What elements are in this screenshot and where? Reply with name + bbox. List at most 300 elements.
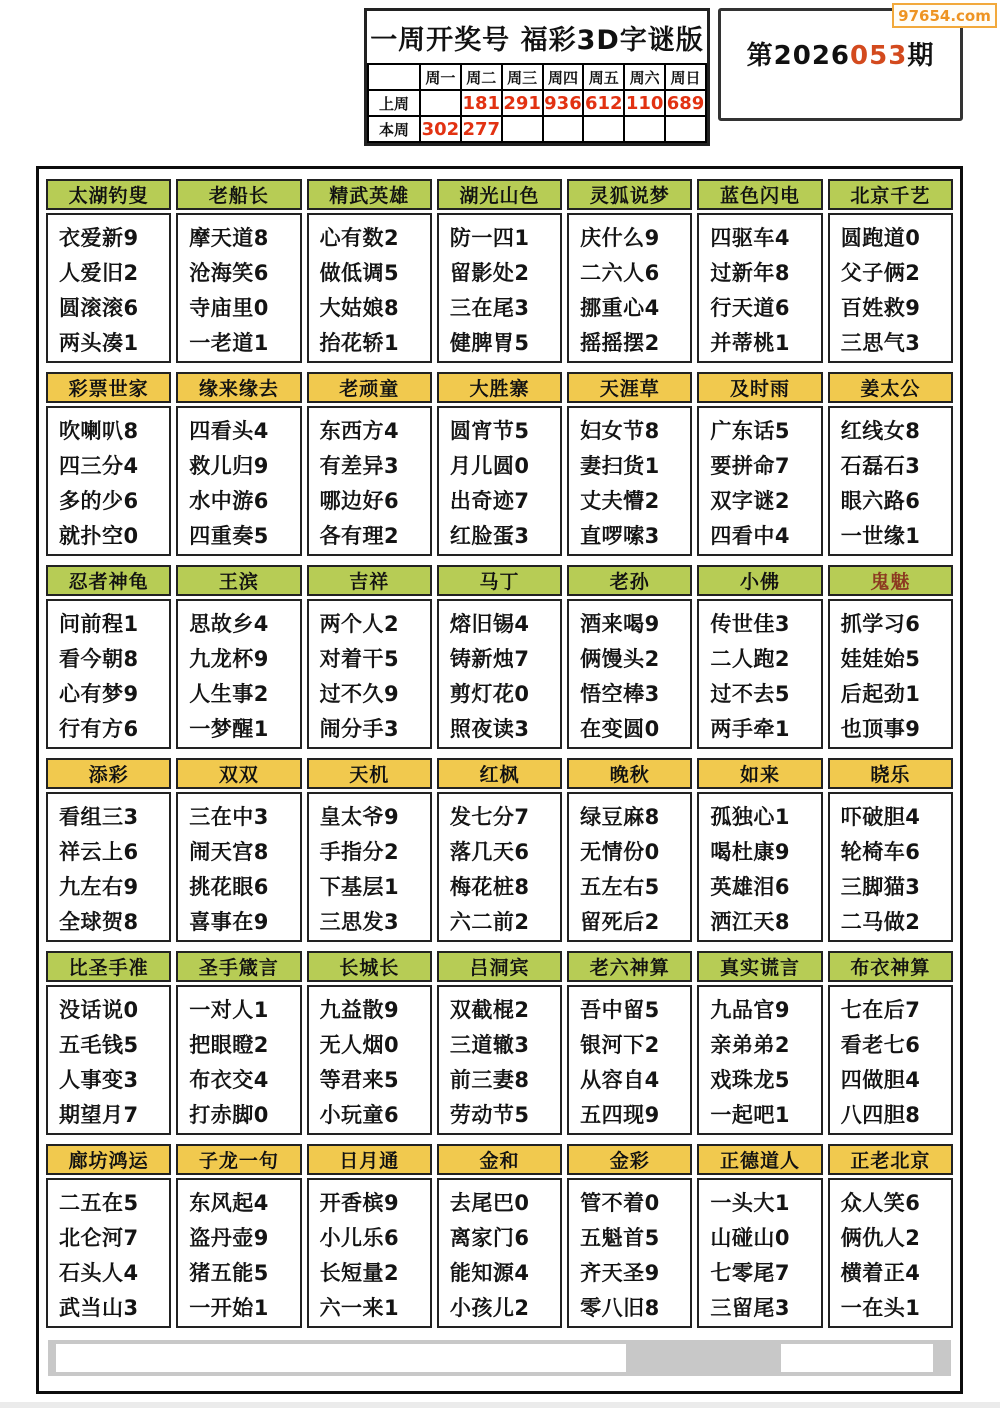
riddle-card <box>176 179 301 363</box>
riddle-line: 悟空棒3 <box>580 682 660 706</box>
riddle-line: 石头人4 <box>59 1261 139 1285</box>
riddle-line: 下基层1 <box>319 875 400 899</box>
riddle-card <box>437 1144 562 1328</box>
card-body <box>307 985 432 1135</box>
riddle-line: 挪重心4 <box>580 296 660 320</box>
riddle-card <box>307 372 432 556</box>
card-body <box>828 792 953 942</box>
riddle-line: 离家门6 <box>449 1226 530 1250</box>
riddle-line: 抬花轿1 <box>319 331 400 355</box>
card-title: 姜太公 <box>828 372 953 403</box>
riddle-line: 等君来5 <box>319 1068 400 1092</box>
riddle-line: 二人跑2 <box>710 647 791 671</box>
card-body <box>567 599 692 749</box>
draw-number-cell <box>624 116 665 142</box>
riddle-line: 有差异3 <box>319 454 400 478</box>
riddle-line: 发七分7 <box>449 805 530 829</box>
card-body <box>307 213 432 363</box>
riddle-line: 吓破胆4 <box>840 805 921 829</box>
riddle-line: 摩天道8 <box>189 226 269 250</box>
riddle-card <box>46 179 171 363</box>
card-title: 小佛 <box>697 565 822 596</box>
riddle-line: 猪五能5 <box>189 1261 269 1285</box>
riddle-line: 两头凑1 <box>59 331 139 355</box>
weekly-draws-title: 一周开奖号 福彩3D字谜版 <box>370 25 704 56</box>
card-body <box>46 599 171 749</box>
card-title: 红枫 <box>437 758 562 789</box>
riddle-line: 妇女节8 <box>580 419 660 443</box>
riddle-card <box>46 758 171 942</box>
card-title: 日月通 <box>307 1144 432 1175</box>
riddle-card <box>697 565 822 749</box>
riddle-line: 铸新烛7 <box>449 647 530 671</box>
riddle-line: 过新年8 <box>710 261 791 285</box>
riddle-line: 全球贺8 <box>59 910 139 934</box>
riddle-line: 父子俩2 <box>840 261 921 285</box>
card-title: 正老北京 <box>828 1144 953 1175</box>
riddle-line: 前三妻8 <box>449 1068 530 1092</box>
issue-number-text: 第2026053期 <box>746 41 935 71</box>
riddle-line: 闹天宫8 <box>189 840 269 864</box>
riddle-line: 三道辙3 <box>449 1033 530 1057</box>
card-body <box>697 1178 822 1328</box>
riddle-line: 就扑空0 <box>59 524 139 548</box>
card-body <box>307 406 432 556</box>
riddle-line: 一对人1 <box>189 998 269 1022</box>
riddle-line: 三留尾3 <box>710 1296 791 1320</box>
card-title: 湖光山色 <box>437 179 562 210</box>
riddle-line: 四驱车4 <box>710 226 791 250</box>
card-body <box>828 599 953 749</box>
riddle-line: 一头大1 <box>710 1191 791 1215</box>
card-title: 老顽童 <box>307 372 432 403</box>
riddle-card <box>307 565 432 749</box>
riddle-line: 沧海笑6 <box>189 261 269 285</box>
card-title: 王滨 <box>176 565 301 596</box>
riddle-line: 梅花桩8 <box>449 875 530 899</box>
riddle-line: 圆滚滚6 <box>59 296 139 320</box>
riddle-card <box>828 758 953 942</box>
riddle-card <box>176 951 301 1135</box>
riddle-line: 喜事在9 <box>189 910 269 934</box>
riddle-line: 东风起4 <box>189 1191 269 1215</box>
riddle-line: 看今朝8 <box>59 647 139 671</box>
riddle-line: 祥云上6 <box>59 840 139 864</box>
riddle-line: 绿豆麻8 <box>580 805 660 829</box>
riddle-card <box>437 951 562 1135</box>
riddle-card <box>697 372 822 556</box>
riddle-line: 广东话5 <box>710 419 791 443</box>
riddle-line: 长短量2 <box>319 1261 400 1285</box>
riddle-card <box>828 372 953 556</box>
riddle-line: 八四胆8 <box>840 1103 921 1127</box>
riddle-line: 亲弟弟2 <box>710 1033 791 1057</box>
riddle-line: 期望月7 <box>59 1103 139 1127</box>
riddle-line: 俩仇人2 <box>840 1226 921 1250</box>
riddle-line: 五毛钱5 <box>59 1033 139 1057</box>
riddle-line: 两手牵1 <box>710 717 791 741</box>
riddle-card <box>697 1144 822 1328</box>
footer-blank-box-right <box>781 1344 933 1372</box>
draw-number-cell <box>543 116 584 142</box>
card-title: 老孙 <box>567 565 692 596</box>
card-body <box>437 599 562 749</box>
card-title: 晓乐 <box>828 758 953 789</box>
card-title: 如来 <box>697 758 822 789</box>
riddle-line: 银河下2 <box>580 1033 660 1057</box>
riddle-line: 妻扫货1 <box>580 454 660 478</box>
riddle-line: 六一来1 <box>319 1296 400 1320</box>
riddle-line: 并蒂桃1 <box>710 331 791 355</box>
riddle-line: 传世佳3 <box>710 612 791 636</box>
riddle-line: 圆宵节5 <box>449 419 530 443</box>
riddle-line: 四做胆4 <box>840 1068 921 1092</box>
riddle-line: 看老七6 <box>840 1033 921 1057</box>
card-body <box>176 213 301 363</box>
riddle-line: 二五在5 <box>59 1191 139 1215</box>
riddle-line: 武当山3 <box>59 1296 139 1320</box>
riddle-line: 三在尾3 <box>449 296 530 320</box>
riddle-line: 山碰山0 <box>710 1226 791 1250</box>
riddle-line: 思故乡4 <box>189 612 269 636</box>
card-body <box>697 213 822 363</box>
card-body <box>46 985 171 1135</box>
riddle-line: 过不久9 <box>319 682 400 706</box>
card-title: 天涯草 <box>567 372 692 403</box>
riddle-line: 五左右5 <box>580 875 660 899</box>
riddle-card <box>437 179 562 363</box>
card-body <box>567 406 692 556</box>
riddle-line: 无人烟0 <box>319 1033 400 1057</box>
riddle-line: 熔旧锡4 <box>449 612 530 636</box>
card-body <box>307 1178 432 1328</box>
card-body <box>567 792 692 942</box>
riddle-line: 闹分手3 <box>319 717 400 741</box>
riddle-line: 北仑河7 <box>59 1226 139 1250</box>
riddle-line: 娃娃始5 <box>840 647 921 671</box>
last-week-row <box>368 90 706 116</box>
card-body <box>437 1178 562 1328</box>
riddle-line: 大姑娘8 <box>319 296 400 320</box>
riddle-line: 一起吧1 <box>710 1103 791 1127</box>
riddle-card <box>567 179 692 363</box>
card-title: 及时雨 <box>697 372 822 403</box>
riddle-line: 月儿圆0 <box>449 454 530 478</box>
riddle-line: 衣爱新9 <box>59 226 139 250</box>
riddle-line: 一梦醒1 <box>189 717 269 741</box>
riddle-line: 横着正4 <box>840 1261 921 1285</box>
riddle-line: 能知源4 <box>449 1261 530 1285</box>
riddle-line: 四三分4 <box>59 454 139 478</box>
card-title: 蓝色闪电 <box>697 179 822 210</box>
card-title: 真实谎言 <box>697 951 822 982</box>
card-body <box>46 406 171 556</box>
riddle-line: 石磊石3 <box>840 454 921 478</box>
draw-number-cell: 612 <box>583 90 624 116</box>
card-body <box>697 406 822 556</box>
card-title: 布衣神算 <box>828 951 953 982</box>
riddle-line: 心有数2 <box>319 226 400 250</box>
day-header-cell: 周六 <box>624 64 665 90</box>
card-body <box>176 1178 301 1328</box>
riddle-card <box>697 179 822 363</box>
card-title: 正德道人 <box>697 1144 822 1175</box>
card-title: 天机 <box>307 758 432 789</box>
card-title: 吕洞宾 <box>437 951 562 982</box>
card-title: 缘来缘去 <box>176 372 301 403</box>
riddle-card <box>307 758 432 942</box>
riddle-line: 孤独心1 <box>710 805 791 829</box>
card-body <box>176 792 301 942</box>
card-body <box>567 985 692 1135</box>
riddle-line: 九左右9 <box>59 875 139 899</box>
day-header-cell: 周四 <box>543 64 584 90</box>
card-title: 忍者神龟 <box>46 565 171 596</box>
riddle-line: 吹喇叭8 <box>59 419 139 443</box>
riddle-card <box>176 565 301 749</box>
card-body <box>828 406 953 556</box>
riddle-line: 红线女8 <box>840 419 921 443</box>
riddle-line: 手指分2 <box>319 840 400 864</box>
card-title: 精武英雄 <box>307 179 432 210</box>
card-body <box>46 1178 171 1328</box>
riddle-line: 东西方4 <box>319 419 400 443</box>
riddle-line: 落几天6 <box>449 840 530 864</box>
card-body <box>176 599 301 749</box>
riddle-line: 零八旧8 <box>580 1296 660 1320</box>
riddle-line: 红脸蛋3 <box>449 524 530 548</box>
riddle-line: 百姓救9 <box>840 296 921 320</box>
card-title: 太湖钓叟 <box>46 179 171 210</box>
riddle-line: 问前程1 <box>59 612 139 636</box>
weekly-draws-panel <box>364 8 710 146</box>
draw-number-cell: 302 <box>420 116 461 142</box>
riddle-card <box>828 565 953 749</box>
riddle-line: 五四现9 <box>580 1103 660 1127</box>
riddle-line: 剪灯花0 <box>449 682 530 706</box>
riddle-line: 英雄泪6 <box>710 875 791 899</box>
card-title: 金彩 <box>567 1144 692 1175</box>
card-body <box>437 985 562 1135</box>
riddle-card <box>46 565 171 749</box>
riddle-line: 喝杜康9 <box>710 840 791 864</box>
riddle-line: 三思气3 <box>840 331 921 355</box>
riddle-card <box>567 372 692 556</box>
riddle-line: 各有理2 <box>319 524 400 548</box>
card-body <box>697 792 822 942</box>
riddle-line: 留影处2 <box>449 261 530 285</box>
riddle-card <box>697 758 822 942</box>
card-body <box>46 213 171 363</box>
riddle-line: 一开始1 <box>189 1296 269 1320</box>
riddle-line: 过不去5 <box>710 682 791 706</box>
card-title: 晚秋 <box>567 758 692 789</box>
riddle-line: 眼六路6 <box>840 489 921 513</box>
site-watermark: 97654.com <box>892 3 997 28</box>
draw-number-cell <box>665 116 706 142</box>
riddle-line: 双字谜2 <box>710 489 791 513</box>
riddle-line: 一在头1 <box>840 1296 921 1320</box>
riddle-card <box>828 951 953 1135</box>
riddle-line: 在变圆0 <box>580 717 660 741</box>
riddle-line: 哪边好6 <box>319 489 400 513</box>
footer-blank-box-left <box>56 1344 626 1372</box>
riddle-line: 四重奏5 <box>189 524 269 548</box>
riddle-line: 救儿归9 <box>189 454 269 478</box>
riddle-line: 庆什么9 <box>580 226 660 250</box>
riddle-line: 双截棍2 <box>449 998 530 1022</box>
riddle-line: 没话说0 <box>59 998 139 1022</box>
riddle-line: 盗丹壶9 <box>189 1226 269 1250</box>
riddle-line: 小孩儿2 <box>449 1296 530 1320</box>
draw-number-cell: 277 <box>461 116 502 142</box>
riddle-card <box>46 951 171 1135</box>
day-header-cell: 周五 <box>583 64 624 90</box>
card-body <box>307 792 432 942</box>
card-body <box>828 213 953 363</box>
card-body <box>307 599 432 749</box>
riddle-line: 抓学习6 <box>840 612 921 636</box>
riddle-line: 轮椅车6 <box>840 840 921 864</box>
card-body <box>567 213 692 363</box>
draw-number-cell: 291 <box>502 90 543 116</box>
riddle-line: 无情份0 <box>580 840 660 864</box>
riddle-line: 四看中4 <box>710 524 791 548</box>
riddle-line: 圆跑道0 <box>840 226 921 250</box>
day-header-row <box>368 64 706 90</box>
riddle-card <box>437 372 562 556</box>
riddle-line: 齐天圣9 <box>580 1261 660 1285</box>
riddle-line: 劳动节5 <box>449 1103 530 1127</box>
riddle-line: 三在中3 <box>189 805 269 829</box>
riddle-line: 二六人6 <box>580 261 660 285</box>
riddle-line: 俩馒头2 <box>580 647 660 671</box>
riddle-line: 水中游6 <box>189 489 269 513</box>
riddle-line: 七在后7 <box>840 998 921 1022</box>
riddle-line: 九龙杯9 <box>189 647 269 671</box>
riddle-line: 酒来喝9 <box>580 612 660 636</box>
row-label: 本周 <box>368 116 420 142</box>
riddle-line: 二马做2 <box>840 910 921 934</box>
issue-highlight: 053 <box>850 41 908 71</box>
card-title: 彩票世家 <box>46 372 171 403</box>
riddle-line: 防一四1 <box>449 226 530 250</box>
draw-number-cell: 181 <box>461 90 502 116</box>
draw-number-cell <box>583 116 624 142</box>
riddle-line: 人事变3 <box>59 1068 139 1092</box>
riddle-card <box>437 565 562 749</box>
riddle-line: 丈夫懵2 <box>580 489 660 513</box>
riddle-line: 三脚猫3 <box>840 875 921 899</box>
riddle-card <box>567 758 692 942</box>
riddle-card <box>697 951 822 1135</box>
riddle-board <box>36 166 963 1394</box>
draw-number-cell: 689 <box>665 90 706 116</box>
riddle-line: 摇摇摆2 <box>580 331 660 355</box>
riddle-line: 众人笑6 <box>840 1191 921 1215</box>
riddle-line: 戏珠龙5 <box>710 1068 791 1092</box>
riddle-line: 出奇迹7 <box>449 489 530 513</box>
page-bottom-divider <box>0 1402 1000 1408</box>
riddle-line: 对着干5 <box>319 647 400 671</box>
riddle-line: 两个人2 <box>319 612 400 636</box>
riddle-line: 四看头4 <box>189 419 269 443</box>
riddle-line: 要拼命7 <box>710 454 791 478</box>
riddle-line: 直啰嗦3 <box>580 524 660 548</box>
riddle-card <box>567 1144 692 1328</box>
card-body <box>437 792 562 942</box>
corner-cell <box>368 64 420 90</box>
card-body <box>176 406 301 556</box>
card-title: 灵狐说梦 <box>567 179 692 210</box>
card-title: 老六神算 <box>567 951 692 982</box>
card-title: 马丁 <box>437 565 562 596</box>
card-title: 北京千艺 <box>828 179 953 210</box>
riddle-line: 寺庙里0 <box>189 296 269 320</box>
card-title: 添彩 <box>46 758 171 789</box>
card-title: 廊坊鸿运 <box>46 1144 171 1175</box>
riddle-line: 照夜读3 <box>449 717 530 741</box>
riddle-line: 小玩童6 <box>319 1103 400 1127</box>
card-body <box>437 213 562 363</box>
riddle-card <box>567 951 692 1135</box>
card-title: 吉祥 <box>307 565 432 596</box>
day-header-cell: 周二 <box>461 64 502 90</box>
riddle-line: 做低调5 <box>319 261 400 285</box>
riddle-line: 管不着0 <box>580 1191 660 1215</box>
riddle-card <box>176 1144 301 1328</box>
riddle-card <box>828 1144 953 1328</box>
riddle-line: 健脾胃5 <box>449 331 530 355</box>
card-title: 长城长 <box>307 951 432 982</box>
riddle-card <box>828 179 953 363</box>
riddle-line: 吾中留5 <box>580 998 660 1022</box>
card-body <box>46 792 171 942</box>
riddle-line: 一老道1 <box>189 331 269 355</box>
card-title: 大胜寨 <box>437 372 562 403</box>
riddle-line: 后起劲1 <box>840 682 921 706</box>
draw-number-cell: 936 <box>543 90 584 116</box>
riddle-card <box>176 372 301 556</box>
card-title: 比圣手准 <box>46 951 171 982</box>
riddle-line: 人生事2 <box>189 682 269 706</box>
riddle-line: 洒江天8 <box>710 910 791 934</box>
riddle-card <box>307 1144 432 1328</box>
riddle-line: 一世缘1 <box>840 524 921 548</box>
riddle-line: 九益散9 <box>319 998 400 1022</box>
draw-number-cell <box>502 116 543 142</box>
riddle-line: 把眼瞪2 <box>189 1033 269 1057</box>
riddle-line: 多的少6 <box>59 489 139 513</box>
riddle-line: 打赤脚0 <box>189 1103 269 1127</box>
card-title: 鬼魅 <box>828 565 953 596</box>
day-header-cell: 周一 <box>420 64 461 90</box>
card-body <box>567 1178 692 1328</box>
riddle-line: 小儿乐6 <box>319 1226 400 1250</box>
footer-bar <box>48 1340 951 1376</box>
riddle-line: 开香槟9 <box>319 1191 400 1215</box>
riddle-card <box>46 1144 171 1328</box>
card-body <box>828 1178 953 1328</box>
row-label: 上周 <box>368 90 420 116</box>
card-title: 子龙一句 <box>176 1144 301 1175</box>
riddle-card <box>307 179 432 363</box>
day-header-cell: 周三 <box>502 64 543 90</box>
draw-number-cell <box>420 90 461 116</box>
riddle-line: 行有方6 <box>59 717 139 741</box>
this-week-row <box>368 116 706 142</box>
riddle-line: 皇太爷9 <box>319 805 400 829</box>
